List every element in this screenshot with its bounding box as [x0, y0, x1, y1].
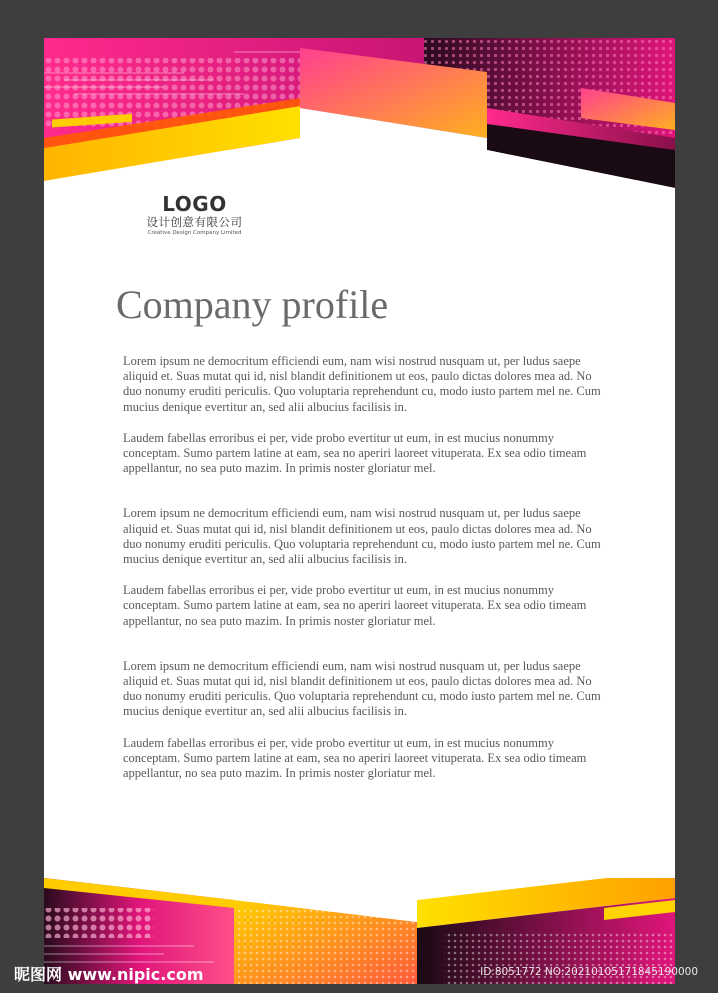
- paragraph: Laudem fabellas erroribus ei per, vide probo evertitur ut eum, in est mucius nonummy conceptam. Sumo partem latine at eam, sea no aperiri laoreet vituperata. Ex sea odio timeam appellantur, no sea puto mazim. In primis noster gloriatur mel.: [123, 430, 587, 476]
- watermark-site: 昵图网 www.nipic.com: [14, 965, 204, 984]
- logo-chinese-name: 设计创意有限公司: [146, 215, 243, 229]
- logo-text: LOGO: [162, 192, 227, 216]
- header-decoration: [44, 38, 675, 188]
- logo-english-name: Creative Design Company Limited: [147, 230, 242, 236]
- paragraph: Lorem ipsum ne democritum efficiendi eum, nam wisi nostrud nusquam ut, per ludus saepe aliquid et. Suas mutat qui id, nisl blandit definitionem ut eos, paulo dictas dolores mea ad. No duo nonumy eruditi periculis. Quo voluptaria reprehendunt cu, modo iusto partem mel ne. Cum mucius denique evertitur an, sed alii albucius facilisis in.: [123, 354, 601, 414]
- company-logo: [132, 193, 257, 237]
- watermark-id: ID:8051772 NO:20210105171845190000: [480, 966, 698, 978]
- letterhead-page: [44, 38, 675, 984]
- paragraph: Lorem ipsum ne democritum efficiendi eum, nam wisi nostrud nusquam ut, per ludus saepe aliquid et. Suas mutat qui id, nisl blandit definitionem ut eos, paulo dictas dolores mea ad. No duo nonumy eruditi periculis. Quo voluptaria reprehendunt cu, modo iusto partem mel ne. Cum mucius denique evertitur an, sed alii albucius facilisis in.: [123, 658, 601, 719]
- paragraph: Lorem ipsum ne democritum efficiendi eum, nam wisi nostrud nusquam ut, per ludus saepe aliquid et. Suas mutat qui id, nisl blandit definitionem ut eos, paulo dictas dolores mea ad. No duo nonumy eruditi periculis. Quo voluptaria reprehendunt cu, modo iusto partem mel ne. Cum mucius denique evertitur an, sed alii albucius facilisis in.: [123, 506, 601, 567]
- page-title: Company profile: [116, 282, 389, 327]
- paragraph: Laudem fabellas erroribus ei per, vide probo evertitur ut eum, in est mucius nonummy conceptam. Sumo partem latine at eam, sea no aperiri laoreet vituperata. Ex sea odio timeam appellantur, no sea puto mazim. In primis noster gloriatur mel.: [123, 583, 587, 628]
- paragraph: Laudem fabellas erroribus ei per, vide probo evertitur ut eum, in est mucius nonummy conceptam. Sumo partem latine at eam, sea no aperiri laoreet vituperata. Ex sea odio timeam appellantur, no sea puto mazim. In primis noster gloriatur mel.: [123, 735, 587, 781]
- profile-body: [123, 354, 603, 797]
